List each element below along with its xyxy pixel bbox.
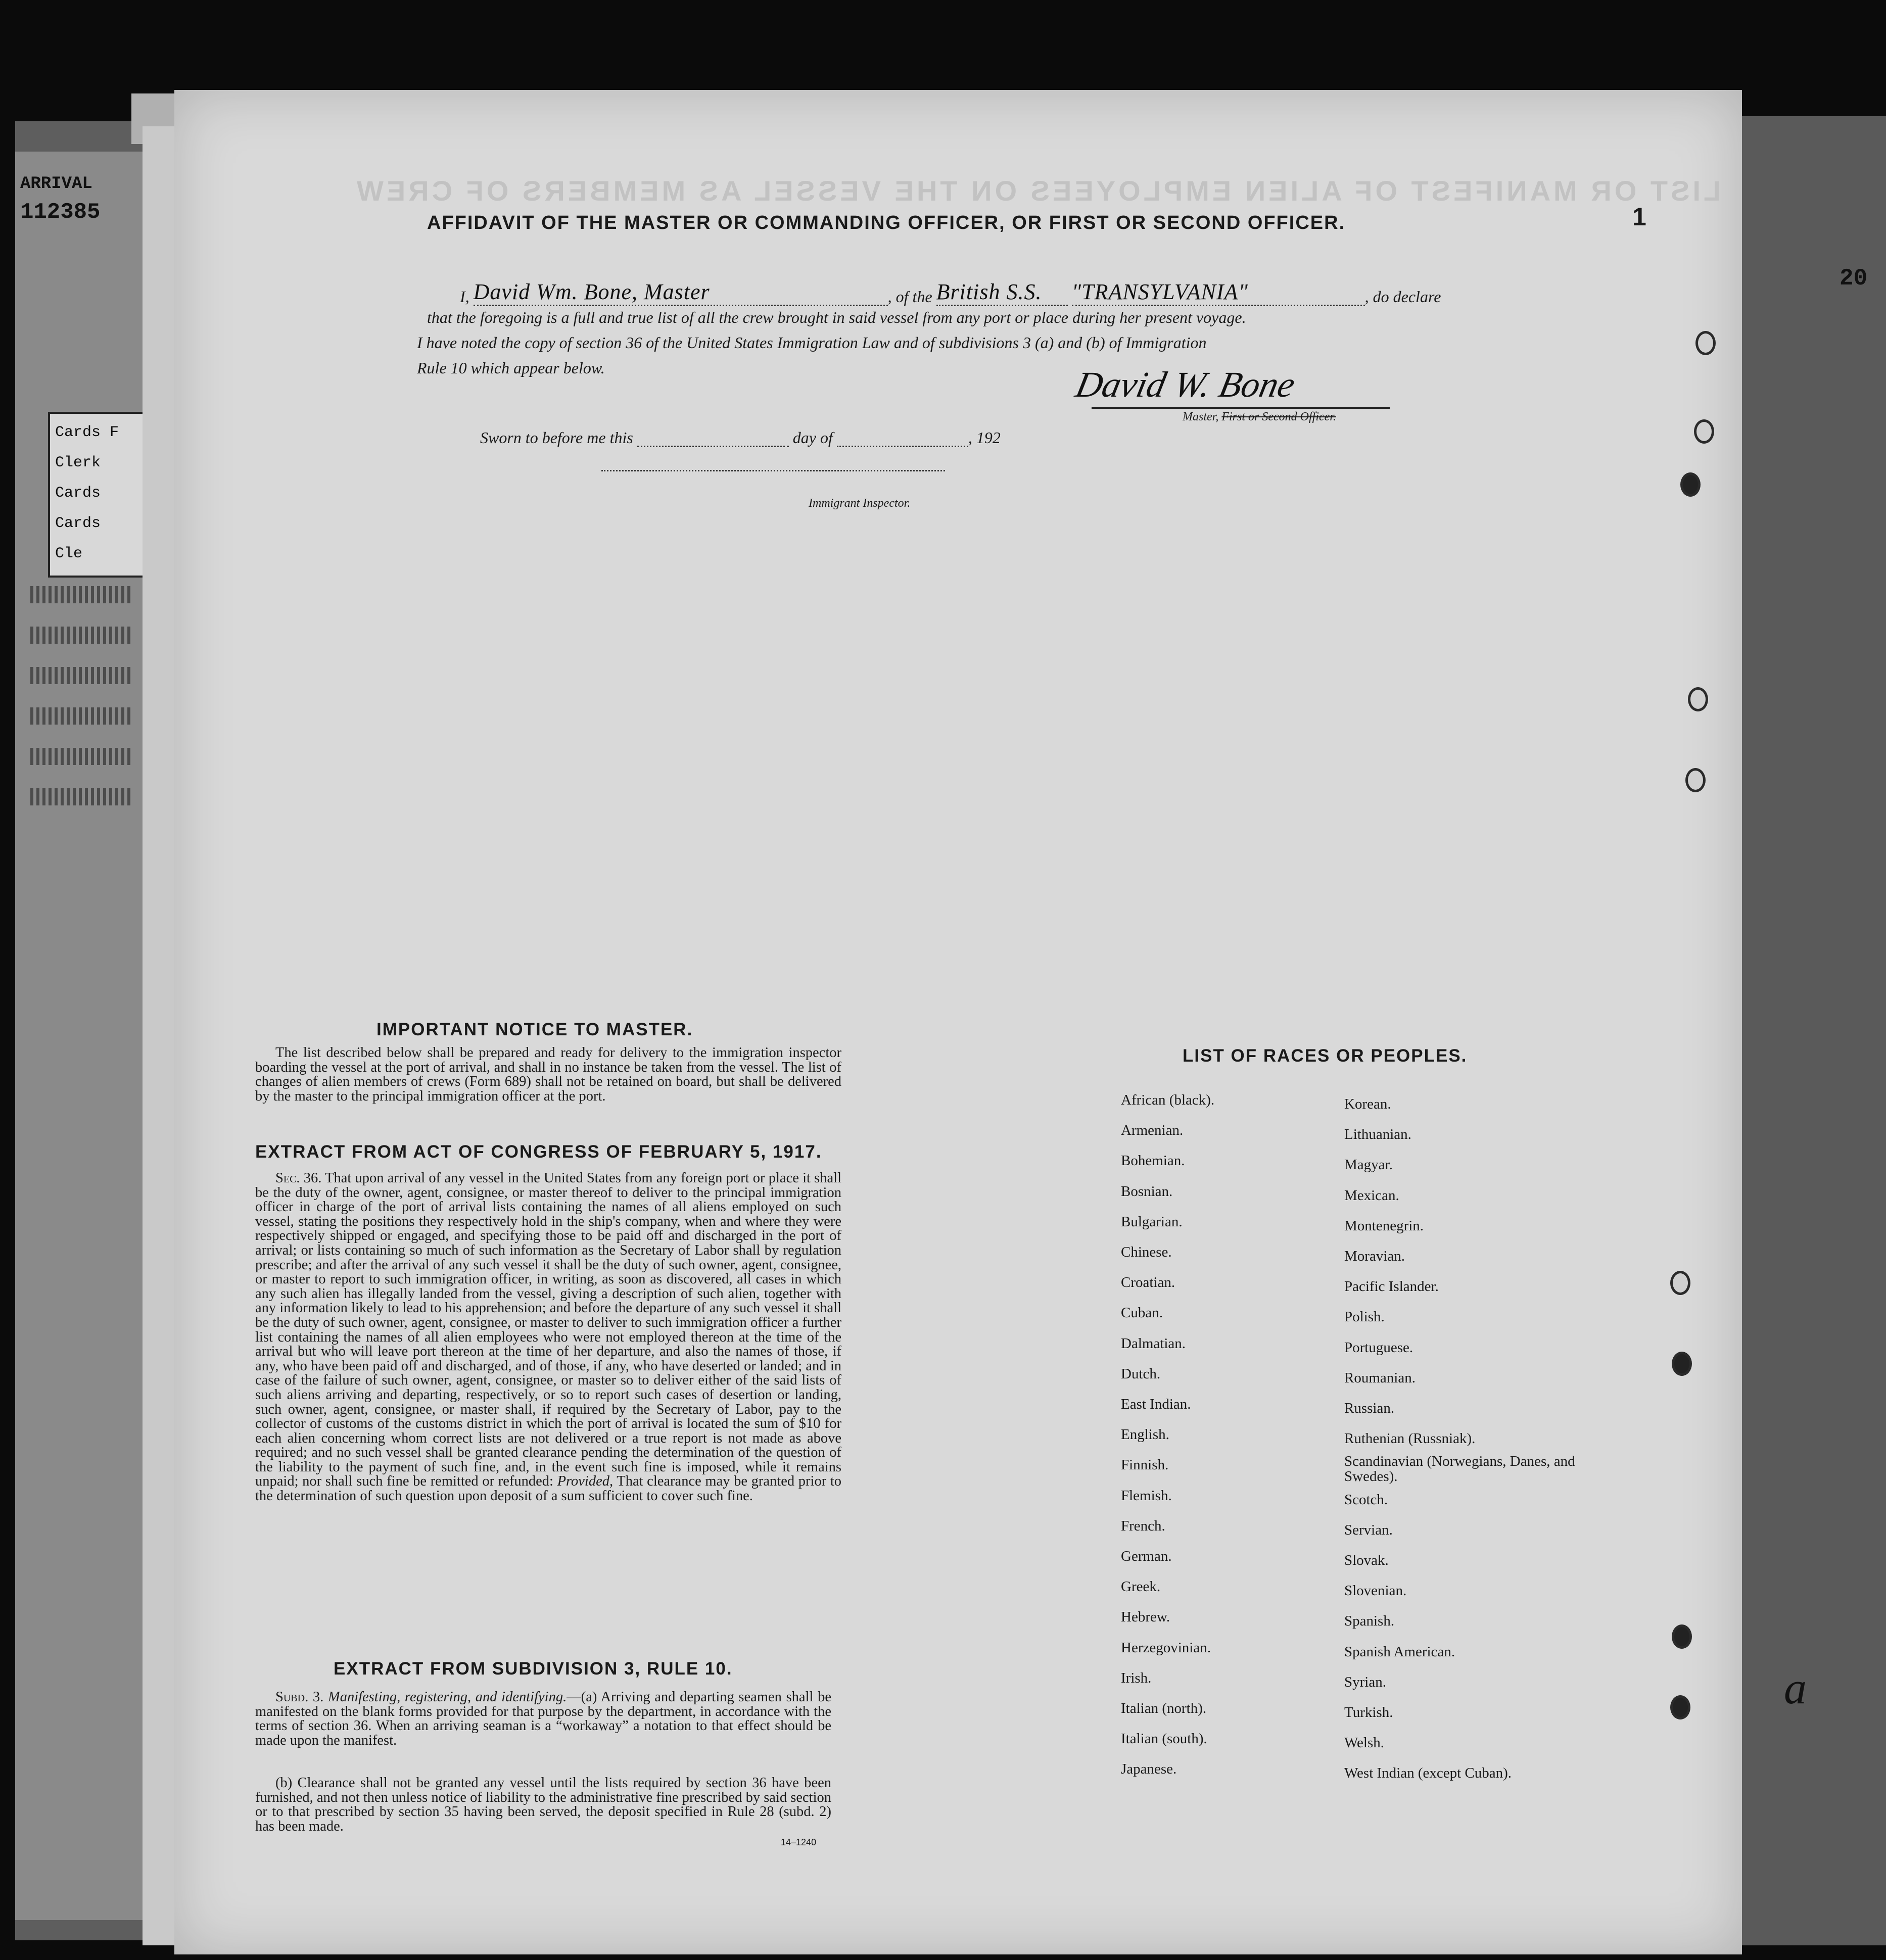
race-item: Turkish.	[1344, 1704, 1393, 1721]
race-item: East Indian.	[1121, 1396, 1191, 1413]
race-item: Bohemian.	[1121, 1153, 1185, 1169]
cards-line: Cards F	[55, 424, 119, 441]
race-item: Greek.	[1121, 1579, 1161, 1595]
punch-hole	[1688, 687, 1708, 711]
sworn-year: , 192	[968, 428, 1001, 447]
race-item: Russian.	[1344, 1400, 1395, 1417]
edge-scribble	[30, 707, 131, 725]
races-title: LIST OF RACES OR PEOPLES.	[1183, 1046, 1468, 1066]
cards-line: Cle	[55, 545, 83, 562]
affidavit-line-2: that the foregoing is a full and true list of all the crew brought in said vessel from any port or place during her present voyage.	[427, 308, 1246, 326]
punch-hole	[1685, 768, 1706, 792]
race-item: Slovak.	[1344, 1552, 1389, 1569]
race-item: Montenegrin.	[1344, 1217, 1424, 1234]
edge-scribble	[30, 667, 131, 684]
cards-line: Cards	[55, 485, 101, 502]
edge-scribble	[30, 748, 131, 765]
sworn-month-field	[837, 446, 968, 447]
sworn-date-field	[637, 446, 789, 447]
act-provided-text: That clearance may be granted prior to the determination of such question upon deposit of a sum sufficient to cover such fine.	[255, 1473, 842, 1504]
race-item: Pacific Islander.	[1344, 1278, 1439, 1295]
race-item: German.	[1121, 1548, 1172, 1565]
race-item: Spanish American.	[1344, 1643, 1455, 1660]
race-item: Mexican.	[1344, 1187, 1399, 1204]
race-item: Moravian.	[1344, 1248, 1405, 1265]
master-name: David Wm. Bone, Master	[473, 279, 710, 304]
act-extract-text	[255, 1171, 841, 1504]
race-item: Finnish.	[1121, 1457, 1169, 1473]
punch-hole	[1670, 1695, 1690, 1719]
inspector-signature-field	[601, 470, 945, 471]
cards-line: Cards	[55, 515, 101, 532]
form-code: 14–1240	[781, 1837, 817, 1847]
affidavit-prefix: I,	[460, 288, 469, 306]
race-item: Italian (south).	[1121, 1731, 1207, 1747]
punch-hole	[1694, 419, 1714, 444]
sworn-prefix: Sworn to before me this	[480, 428, 633, 447]
punch-hole	[1672, 1624, 1692, 1649]
master-name-field	[474, 279, 888, 306]
edge-scribble	[30, 788, 131, 805]
race-item: Servian.	[1344, 1521, 1393, 1538]
background-sheet-right	[1738, 116, 1886, 1945]
nationality-field	[936, 279, 1068, 306]
race-item: Ruthenian (Russniak).	[1344, 1430, 1476, 1447]
race-item: Hebrew.	[1121, 1609, 1170, 1626]
bleed-through-text: LIST OR MANIFEST OF ALIEN EMPLOYEES ON THE VESSEL AS MEMBERS OF CREW	[354, 175, 1721, 207]
act-extract-title: EXTRACT FROM ACT OF CONGRESS OF FEBRUARY 5, 1917.	[255, 1142, 822, 1162]
rule-subd-heading: Manifesting, registering, and identifying.	[327, 1689, 567, 1705]
affidavit-line-3: I have noted the copy of section 36 of the United States Immigration Law and of subdivisions 3 (a) and (b) of Immigration	[417, 333, 1207, 352]
race-item: Chinese.	[1121, 1244, 1172, 1261]
race-item: Roumanian.	[1344, 1369, 1416, 1386]
race-item: Welsh.	[1344, 1735, 1385, 1751]
page-mark: 1	[1632, 203, 1646, 231]
rule-para-a	[255, 1690, 831, 1748]
race-item: Dutch.	[1121, 1365, 1161, 1382]
race-item: West Indian (except Cuban).	[1344, 1765, 1512, 1782]
race-item: Slovenian.	[1344, 1583, 1407, 1599]
race-item: Cuban.	[1121, 1305, 1163, 1321]
race-item: Syrian.	[1344, 1674, 1386, 1690]
rule-para-a-text: —(a) Arriving and departing seamen shall be manifested on the blank forms provided for that purpose by the department, in accordance with the terms of section 36. When an arriving seaman is a “workaway” a notation to that effect should be made upon the manifest.	[255, 1689, 831, 1748]
race-item: French.	[1121, 1517, 1165, 1534]
right-edge-number: 20	[1840, 265, 1868, 292]
race-item: Lithuanian.	[1344, 1126, 1411, 1143]
race-item: Japanese.	[1121, 1761, 1177, 1778]
punch-hole	[1672, 1352, 1692, 1376]
race-item: Flemish.	[1121, 1487, 1172, 1504]
rule-extract-title: EXTRACT FROM SUBDIVISION 3, RULE 10.	[334, 1659, 733, 1679]
punch-hole	[1695, 331, 1716, 355]
races-left-column	[1121, 1085, 1214, 1785]
race-item: Irish.	[1121, 1669, 1152, 1686]
cards-line: Clerk	[55, 454, 101, 471]
master-signature: David W. Bone	[1072, 364, 1299, 405]
rule-subd-label: Subd. 3.	[275, 1689, 324, 1705]
race-item: Dalmatian.	[1121, 1335, 1186, 1352]
punch-hole	[1670, 1271, 1690, 1295]
race-item: Italian (north).	[1121, 1700, 1207, 1717]
affidavit-line-1	[460, 279, 1441, 306]
sworn-day-label: day of	[792, 428, 833, 447]
race-item: Scotch.	[1344, 1491, 1388, 1508]
race-item: Polish.	[1344, 1309, 1385, 1325]
punch-hole	[1680, 472, 1701, 497]
affidavit-mid: , of the	[887, 288, 932, 306]
race-item: Magyar.	[1344, 1157, 1393, 1173]
races-right-column	[1344, 1089, 1577, 1789]
race-item: Bosnian.	[1121, 1183, 1173, 1200]
race-item: Portuguese.	[1344, 1339, 1413, 1356]
affidavit-title: AFFIDAVIT OF THE MASTER OR COMMANDING OFFICER, OR FIRST OR SECOND OFFICER.	[427, 212, 1346, 233]
race-item: African (black).	[1121, 1092, 1215, 1108]
inspector-caption: Immigrant Inspector.	[809, 497, 911, 510]
act-section-label: Sec. 36.	[275, 1170, 322, 1186]
affidavit-line-4: Rule 10 which appear below.	[417, 359, 605, 377]
vessel-name: "TRANSYLVANIA"	[1071, 279, 1248, 304]
race-item: Korean.	[1344, 1096, 1391, 1112]
vessel-field	[1072, 279, 1365, 306]
act-section-body: That upon arrival of any vessel in the United States from any foreign port or place it shall be the duty of the owner, agent, consignee, or master thereof to deliver to the principal immigration officer in charge of the port of arrival lists containing the names of all aliens employed on such vessel, stating the positions they respectively hold in the ship's company, when and where they were respectively shipped or engaged, and specifying those to be paid off and discharged in the port of arrival; or lists containing so much of such information as the Secretary of Labor shall by regulation prescribe; and after the arrival of any such vessel it shall be the duty of such owner, agent, consignee, or master to report to such immigration officer, in writing, as soon as discovered, all cases in which any such alien has illegally landed from the vessel, giving a description of such alien, together with any information likely to lead to his apprehension; and before the departure of any such vessel it shall be the duty of such owner, agent, consignee, or master to deliver to such immigration officer a further list containing the names of all alien employees who were not employed thereon at the time of the arrival but who will leave port thereon at the time of her departure, and also the names of those, if any, who have been paid off and discharged, and of those, if any, who have deserted or landed; and in case of the failure of such owner, agent, consignee, or master so to deliver either of the said lists of such aliens arriving and departing, respectively, or so to report such cases of desertion or landing, such owner, agent, consignee, or master shall, if required by the Secretary of Labor, pay to the collector of customs of the customs district in which the port of arrival is located the sum of $10 for each alien concerning whom correct lists are not delivered or a true report is not made as above required; and no such vessel shall be granted clearance pending the determination of the question of the liability to the payment of such fine, and, in the event such fine is imposed, while it remains unpaid; nor shall such fine be remitted or refunded:	[255, 1170, 841, 1490]
sworn-line	[480, 428, 1001, 447]
race-item: Croatian.	[1121, 1274, 1175, 1291]
arrival-number: 112385	[20, 200, 101, 225]
race-item: Herzegovinian.	[1121, 1639, 1211, 1656]
signature-caption	[1183, 410, 1336, 424]
edge-handwriting: a	[1784, 1663, 1807, 1713]
race-item: Spanish.	[1344, 1613, 1395, 1630]
sheet-edge	[143, 126, 178, 1945]
cards-stamp-box	[48, 412, 153, 578]
notice-title: IMPORTANT NOTICE TO MASTER.	[376, 1020, 693, 1039]
affidavit-suffix: , do declare	[1364, 288, 1441, 306]
race-item: English.	[1121, 1426, 1169, 1443]
edge-scribble	[30, 627, 131, 644]
nationality: British S.S.	[936, 279, 1042, 304]
race-item: Bulgarian.	[1121, 1213, 1183, 1230]
edge-scribble	[30, 586, 131, 603]
signature-caption-master: Master,	[1183, 410, 1219, 423]
race-item: Scandinavian (Norwegians, Danes, and Swedes).	[1344, 1453, 1575, 1485]
signature-caption-officer: First or Second Officer.	[1221, 410, 1336, 423]
arrival-label: ARRIVAL	[20, 174, 92, 194]
race-item: Armenian.	[1121, 1122, 1184, 1139]
signature-line	[1092, 407, 1390, 409]
act-provided-label: Provided,	[557, 1473, 614, 1490]
rule-para-b: (b) Clearance shall not be granted any vessel until the lists required by section 36 have been furnished, and not then unless notice of liability to the administrative fine prescribed by said section or to that prescribed by section 35 having been served, the deposit specified in Rule 28 (subd. 2) has been made.	[255, 1775, 831, 1834]
notice-text: The list described below shall be prepared and ready for delivery to the immigration inspector boarding the vessel at the port of arrival, and shall in no instance be taken from the vessel. The list of changes of alien members of crews (Form 689) shall not be retained on board, but shall be delivered by the master to the principal immigration officer at the port.	[255, 1045, 841, 1104]
